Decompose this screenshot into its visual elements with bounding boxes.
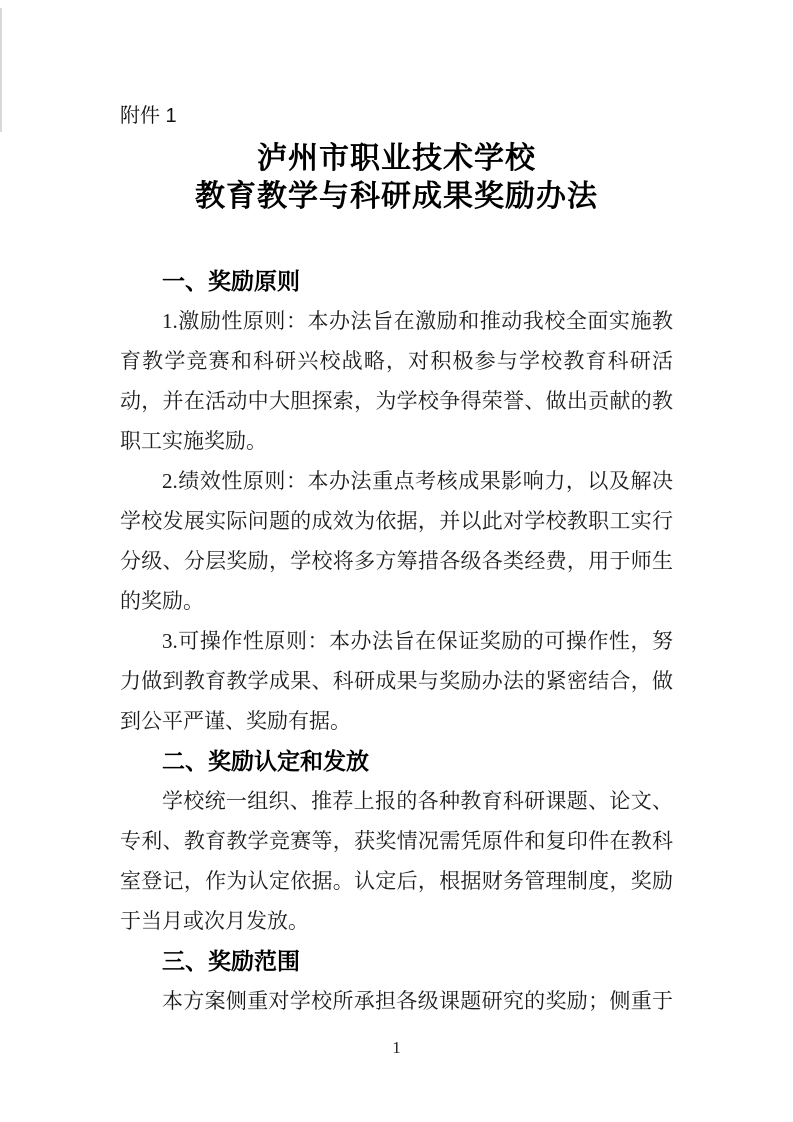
scan-artifact-line	[0, 8, 2, 132]
paragraph: 学校统一组织、推荐上报的各种教育科研课题、论文、专利、教育教学竞赛等，获奖情况需凭原件和复印件在教科室登记，作为认定依据。认定后，根据财务管理制度，奖励于当月或次月发放。	[120, 789, 673, 933]
section-heading: 一、奖励原则	[162, 268, 300, 294]
section-heading: 二、奖励认定和发放	[162, 748, 369, 774]
section-heading: 三、奖励范围	[162, 948, 300, 974]
attachment-label: 附件 1	[120, 105, 177, 127]
title-line-1: 泸州市职业技术学校	[257, 142, 536, 175]
document-body	[120, 261, 673, 1021]
title-line-2: 教育教学与科研成果奖励办法	[195, 180, 598, 213]
paragraph: 2.绩效性原则：本办法重点考核成果影响力，以及解决学校发展实际问题的成效为依据，并以此对学校教职工实行分级、分层奖励，学校将多方筹措各级各类经费，用于师生的奖励。	[120, 469, 673, 613]
document-title	[0, 140, 793, 216]
page-number: 1	[392, 1038, 401, 1057]
paragraph: 3.可操作性原则：本办法旨在保证奖励的可操作性，努力做到教育教学成果、科研成果与奖励办法的紧密结合，做到公平严谨、奖励有据。	[120, 629, 673, 733]
paragraph: 本方案侧重对学校所承担各级课题研究的奖励；侧重于	[162, 989, 673, 1013]
paragraph: 1.激励性原则：本办法旨在激励和推动我校全面实施教育教学竞赛和科研兴校战略，对积极参与学校教育科研活动，并在活动中大胆探索，为学校争得荣誉、做出贡献的教职工实施奖励。	[120, 309, 673, 453]
